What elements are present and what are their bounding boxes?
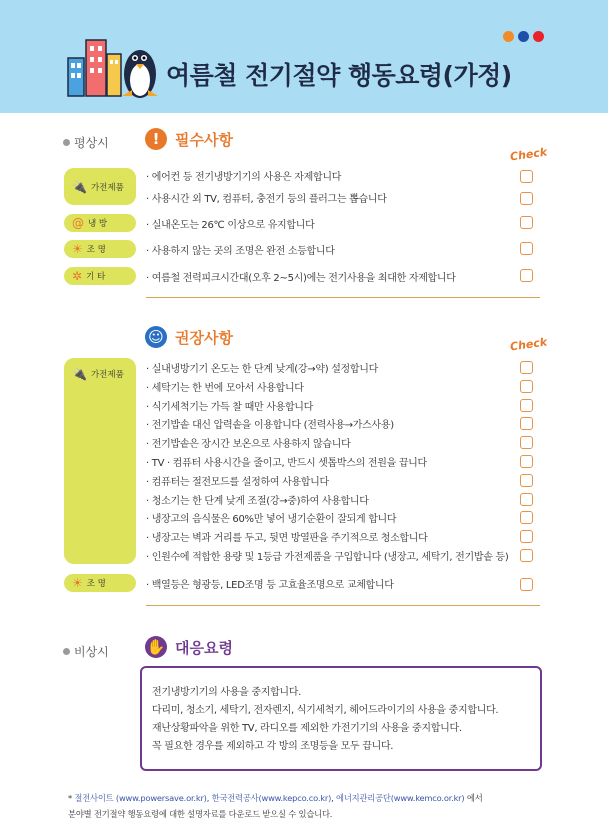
checkbox[interactable] bbox=[520, 578, 533, 591]
sparkle-icon: ✲ bbox=[72, 269, 83, 283]
list-item: · 전기밥솥은 장시간 보온으로 사용하지 않습니다 bbox=[146, 439, 351, 451]
check-label: Check bbox=[509, 335, 548, 354]
kemco-link[interactable]: 에너지관리공단(www.kemco.or.kr) bbox=[336, 793, 465, 803]
emergency-box bbox=[140, 666, 542, 771]
list-item: · 사용하지 않는 곳의 조명은 완전 소등합니다 bbox=[146, 246, 335, 257]
checkbox[interactable] bbox=[520, 216, 533, 229]
category-lighting: ☀ 조 명 bbox=[64, 240, 136, 258]
checkbox[interactable] bbox=[520, 170, 533, 183]
header-banner bbox=[0, 0, 608, 113]
list-item: · 전기밥솥 대신 압력솥을 이용합니다 (전력사용→가스사용) bbox=[146, 420, 394, 432]
exclamation-icon: ! bbox=[145, 128, 167, 150]
emergency-line: 꼭 필요한 경우를 제외하고 각 방의 조명등을 모두 끕니다. bbox=[152, 741, 394, 752]
divider bbox=[146, 297, 540, 298]
city-penguin-illustration bbox=[60, 30, 160, 102]
checkbox[interactable] bbox=[520, 530, 533, 543]
list-item: · 인원수에 적합한 용량 및 1등급 가전제품을 구입합니다 (냉장고, 세탁기, 전기밥솥 등) bbox=[146, 552, 509, 563]
checkbox[interactable] bbox=[520, 242, 533, 255]
emergency-label: 비상시 bbox=[63, 643, 109, 660]
page-title: 여름철 전기절약 행동요령(가정) bbox=[166, 61, 512, 90]
checkbox[interactable] bbox=[520, 192, 533, 205]
checkbox[interactable] bbox=[520, 417, 533, 430]
category-appliance: 🔌 가전제품 bbox=[64, 168, 136, 205]
checkbox[interactable] bbox=[520, 269, 533, 282]
required-section-header bbox=[145, 128, 233, 150]
lightbulb-icon: ☀ bbox=[72, 576, 83, 590]
checkbox[interactable] bbox=[520, 380, 533, 393]
lightbulb-icon: ☀ bbox=[72, 242, 83, 256]
list-item: · 냉장고는 벽과 거리를 두고, 뒷면 방열판을 주기적으로 청소합니다 bbox=[146, 533, 428, 545]
normal-label: 평상시 bbox=[63, 134, 109, 151]
bullet-icon bbox=[63, 139, 70, 146]
checkbox[interactable] bbox=[520, 511, 533, 524]
list-item: · 사용시간 외 TV, 컴퓨터, 충전기 등의 플러그는 뽑습니다 bbox=[146, 194, 387, 205]
footnote-line-2: 분야별 전기절약 행동요령에 대한 설명자료를 다운로드 받으실 수 있습니다. bbox=[68, 809, 333, 819]
category-lighting: ☀ 조 명 bbox=[64, 574, 136, 592]
decorative-dots bbox=[503, 31, 544, 42]
dot-orange bbox=[503, 31, 514, 42]
list-item: · TV · 컴퓨터 사용시간을 줄이고, 반드시 셋톱박스의 전원을 끕니다 bbox=[146, 458, 427, 469]
list-item: · 실내냉방기기 온도는 한 단계 낮게(강→약) 설정합니다 bbox=[146, 364, 378, 375]
required-title: 필수사항 bbox=[175, 130, 233, 149]
checkbox[interactable] bbox=[520, 493, 533, 506]
category-other: ✲ 기 타 bbox=[64, 267, 136, 285]
checkbox[interactable] bbox=[520, 474, 533, 487]
list-item: · 실내온도는 26℃ 이상으로 유지합니다 bbox=[146, 220, 315, 231]
plug-icon: 🔌 bbox=[72, 367, 87, 381]
checkbox[interactable] bbox=[520, 549, 533, 562]
kepco-link[interactable]: 한국전력공사(www.kepco.co.kr) bbox=[211, 793, 332, 803]
swirl-icon: @ bbox=[72, 216, 84, 230]
list-item: · 청소기는 한 단계 낮게 조절(강→중)하여 사용합니다 bbox=[146, 495, 369, 507]
checkbox[interactable] bbox=[520, 361, 533, 374]
recommended-section-header bbox=[145, 326, 233, 348]
emergency-line: 재난상황파악을 위한 TV, 라디오를 제외한 가전기기의 사용을 중지합니다. bbox=[152, 723, 462, 734]
list-item: · 여름철 전력피크시간대(오후 2~5시)에는 전기사용을 최대한 자제합니다 bbox=[146, 273, 456, 284]
footnote-line-1: * 절전사이트 (www.powersave.or.kr), 한국전력공사(www.kepco.co.kr), 에너지관리공단(www.kemco.or.kr) 에서 bbox=[68, 793, 483, 803]
list-item: · 식기세척기는 가득 찰 때만 사용합니다 bbox=[146, 401, 314, 413]
emergency-section-header bbox=[145, 636, 233, 658]
powersave-link[interactable]: 절전사이트 (www.powersave.or.kr) bbox=[74, 793, 207, 803]
checkbox[interactable] bbox=[520, 455, 533, 468]
smiley-icon: ☺ bbox=[145, 326, 167, 348]
emergency-line: 다리미, 청소기, 세탁기, 전자렌지, 식기세척기, 헤어드라이기의 사용을 중지합니다. bbox=[152, 705, 499, 716]
recommended-title: 권장사항 bbox=[175, 328, 233, 347]
category-cooling: @ 냉 방 bbox=[64, 214, 136, 232]
checkbox[interactable] bbox=[520, 436, 533, 449]
bullet-icon bbox=[63, 648, 70, 655]
category-appliance: 🔌 가전제품 bbox=[64, 358, 136, 564]
list-item: · 냉장고의 음식물은 60%만 넣어 냉기순환이 잘되게 합니다 bbox=[146, 514, 397, 526]
dot-red bbox=[533, 31, 544, 42]
emergency-title: 대응요령 bbox=[175, 638, 233, 657]
divider bbox=[146, 605, 540, 606]
list-item: · 컴퓨터는 절전모드를 설정하여 사용합니다 bbox=[146, 476, 329, 488]
list-item: · 백열등은 형광등, LED조명 등 고효율조명으로 교체합니다 bbox=[146, 580, 394, 591]
emergency-line: 전기냉방기기의 사용을 중지합니다. bbox=[152, 687, 302, 698]
hand-icon: ✋ bbox=[146, 638, 166, 656]
dot-blue bbox=[518, 31, 529, 42]
plug-icon: 🔌 bbox=[72, 179, 87, 194]
check-label: Check bbox=[509, 145, 548, 164]
checkbox[interactable] bbox=[520, 399, 533, 412]
list-item: · 세탁기는 한 번에 모아서 사용합니다 bbox=[146, 382, 304, 394]
list-item: · 에어컨 등 전기냉방기기의 사용은 자제합니다 bbox=[146, 172, 342, 183]
